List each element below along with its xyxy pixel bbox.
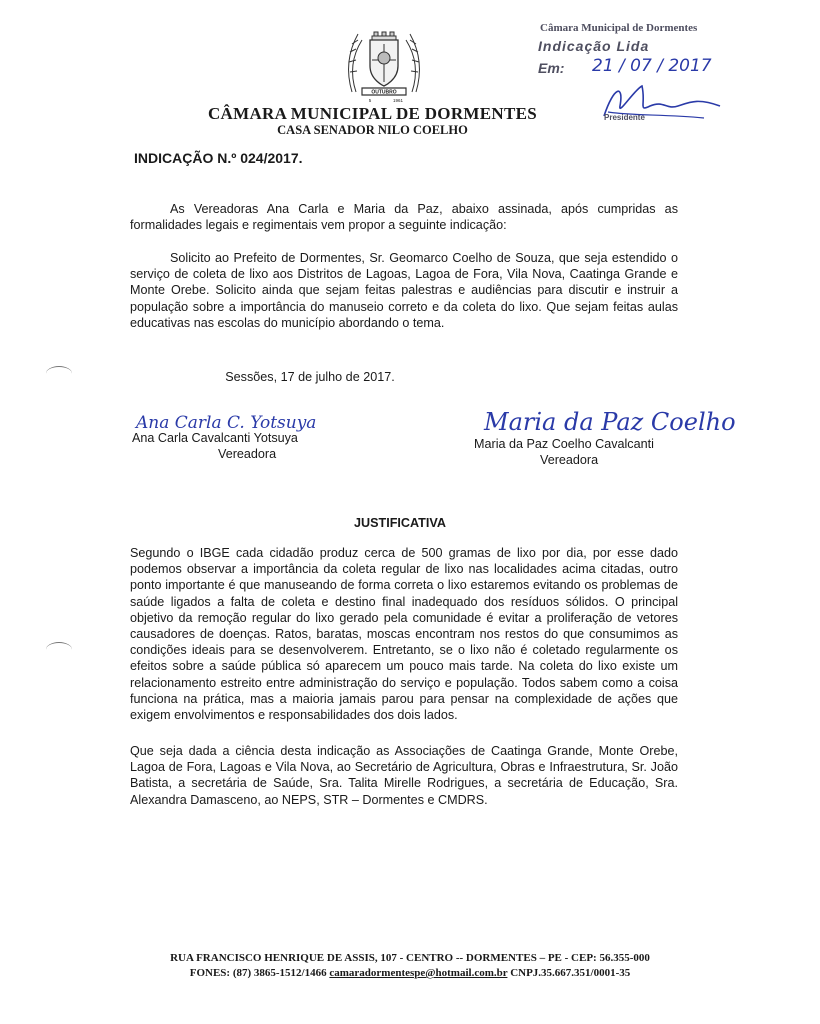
- signature-1-name: Ana Carla Cavalcanti Yotsuya: [132, 431, 298, 445]
- stamp-president-label: Presidente: [604, 113, 645, 122]
- place-date: Sessões, 17 de julho de 2017.: [225, 370, 395, 384]
- footer-cnpj: CNPJ.35.667.351/0001-35: [510, 967, 631, 979]
- signature-1-role: Vereadora: [218, 447, 277, 461]
- stamp-status: Indicação Lida: [538, 38, 650, 54]
- intro-paragraph: [130, 201, 678, 233]
- punch-hole-mark: [46, 642, 72, 657]
- request-text: Solicito ao Prefeito de Dormentes, Sr. Geomarco Coelho de Souza, que seja estendido o serviço de coleta de lixo aos Distritos de Lagoas, Lagoa de Fora, Vila Nova, Caatinga Grande e Monte Orebe. Solicito ainda que sejam feitas palestras e audiências para discutir e instruir a população sobre a importância do manuseio correto e da coleta do lixo. Que sejam feitas aulas educativas nas escolas do município abordando o tema.: [130, 251, 678, 330]
- justificativa-paragraph-2: Que seja dada a ciência desta indicação as Associações de Caatinga Grande, Monte Orebe, Lagoa de Fora, Lagoas e Vila Nova, ao Secretário de Agricultura, Obras e Infraestrutura, Sr. João Batista, a secretária de Saúde, Sra. Talita Mirelle Rodrigues, a secretária de Educação, Sra. Alexandra Damasceno, ao NEPS, STR – Dormentes e CMDRS.: [130, 744, 678, 807]
- justificativa-paragraph-1: Segundo o IBGE cada cidadão produz cerca de 500 gramas de lixo por dia, por esse dado podemos observar a importância da coleta regular de lixo nas localidades acima citadas, outro ponto importante é que manuseando de forma correta o lixo estaremos evitando os problemas de saúde ligados a falta de coleta e destino final inadequado dos resíduos sólidos. O principal objetivo da remoção regular do lixo gerado pela comunidade é evitar a proliferação de vetores causadores de doenças. Ratos, baratas, moscas encontram nos restos do que consumimos as condições ideais para se desenvolverem. Entretanto, se o lixo não é coletado regularmente os efeitos sobre a saúde pública só aparecem um pouco mais tarde. Na coleta do lixo existe um relacionamento estreito entre administração do serviço e população. Todos sabem como a coisa funciona na prática, mas a maioria jamais parou para pensar na complexidade de ações que exigem envolvimentos e responsabilidades dos dois lados.: [130, 546, 678, 723]
- crest-banner-text: OUTUBRO: [371, 89, 397, 96]
- crest-year-right: 1961: [392, 98, 404, 103]
- signature-2-name: Maria da Paz Coelho Cavalcanti: [474, 437, 654, 451]
- reading-stamp: [532, 18, 722, 130]
- footer-phones: FONES: (87) 3865-1512/1466: [189, 967, 327, 979]
- stamp-institution: Câmara Municipal de Dormentes: [540, 22, 698, 34]
- crest-year-left: 5: [368, 98, 372, 103]
- organization-subtitle: CASA SENADOR NILO COELHO: [277, 123, 468, 137]
- footer-address: RUA FRANCISCO HENRIQUE DE ASSIS, 107 - CENTRO -- DORMENTES – PE - CEP: 56.355-000: [170, 952, 650, 964]
- indicacao-title: INDICAÇÃO N.º 024/2017.: [134, 150, 303, 166]
- municipal-crest-logo: [342, 22, 426, 106]
- justificativa-title: JUSTIFICATIVA: [354, 516, 446, 530]
- request-paragraph: [130, 250, 678, 331]
- signature-1-script: Ana Carla C. Yotsuya: [136, 413, 317, 433]
- stamp-handwritten-date: 21 / 07 / 2017: [592, 56, 712, 76]
- signature-2-role: Vereadora: [540, 453, 599, 467]
- footer-email-link[interactable]: camaradormentespe@hotmail.com.br: [329, 967, 508, 979]
- footer-contacts: [0, 967, 820, 979]
- punch-hole-mark: [46, 366, 72, 381]
- stamp-date-label: Em:: [538, 60, 565, 76]
- signature-2-script: Maria da Paz Coelho: [484, 408, 736, 436]
- organization-name: CÂMARA MUNICIPAL DE DORMENTES: [207, 104, 538, 123]
- intro-text: As Vereadoras Ana Carla e Maria da Paz, abaixo assinada, após cumpridas as formalidades legais e regimentais vem propor a seguinte indicação:: [130, 202, 678, 233]
